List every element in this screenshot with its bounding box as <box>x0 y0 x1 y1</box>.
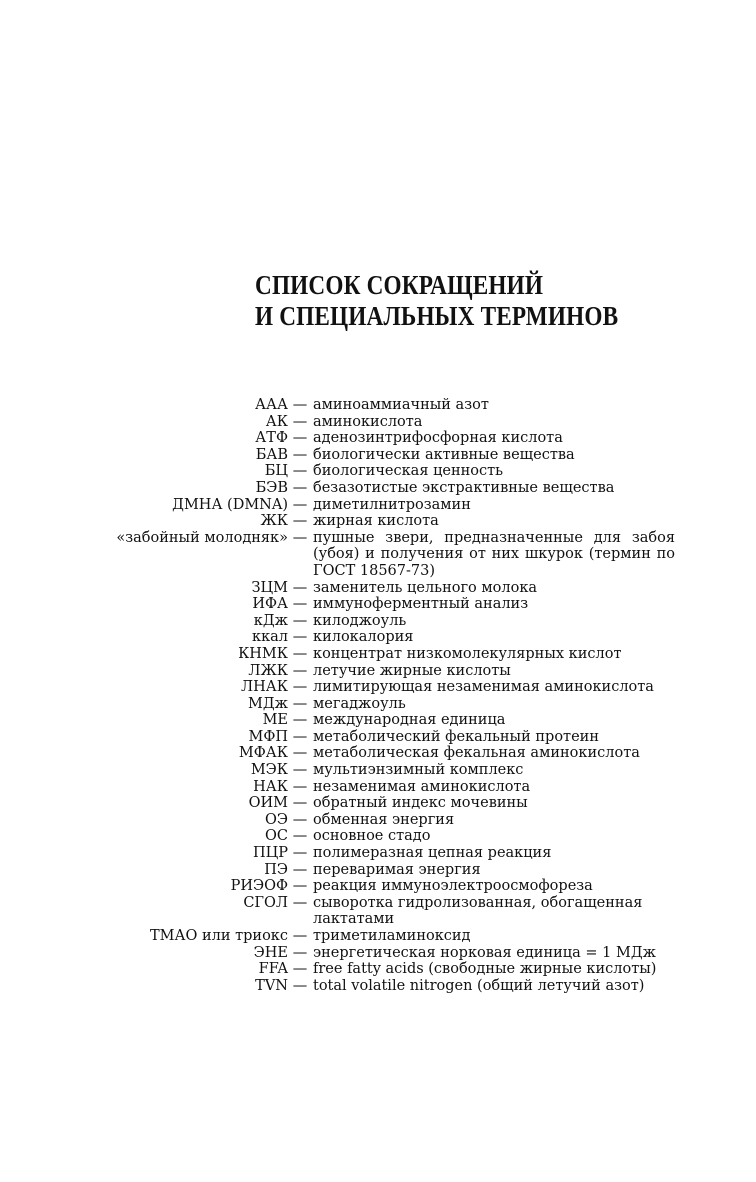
em-dash-separator: — <box>292 928 308 944</box>
em-dash-separator: — <box>292 845 308 862</box>
abbreviation-definition: основное стадо <box>313 828 431 845</box>
abbreviation-definition: килоджоуль <box>313 612 407 629</box>
abbreviation-entry-10 <box>0 580 756 597</box>
abbreviation-definition: метаболический фекальный протеин <box>313 728 599 745</box>
abbreviation-entry-27 <box>0 862 756 879</box>
abbreviation-entry-1 <box>0 397 756 414</box>
abbreviation-definition: концентрат низкомолекулярных кислот <box>313 645 622 662</box>
abbreviation-term: БЦ <box>264 463 288 480</box>
em-dash-separator: — <box>292 878 308 895</box>
abbreviation-term: ЛНАК <box>241 679 288 696</box>
abbreviation-term: МФП <box>248 728 288 745</box>
em-dash-separator: — <box>292 662 308 679</box>
abbreviation-entry-24 <box>0 812 756 829</box>
abbreviation-entry-14 <box>0 646 756 663</box>
em-dash-separator: — <box>292 795 308 812</box>
abbreviation-entry-26 <box>0 845 756 862</box>
em-dash-separator: — <box>292 778 308 795</box>
abbreviation-term: ЖК <box>260 513 288 530</box>
abbreviation-definition: переваримая энергия <box>313 861 481 878</box>
em-dash-separator: — <box>292 745 308 762</box>
em-dash-separator: — <box>292 629 308 646</box>
abbreviation-entry-16 <box>0 679 756 696</box>
abbreviation-definition: биологическая ценность <box>313 463 504 480</box>
em-dash-separator: — <box>292 430 308 447</box>
abbreviation-entry-28 <box>0 878 756 895</box>
abbreviation-definition: free fatty acids (свободные жирные кислоты) <box>313 961 657 978</box>
abbreviation-term: ЗЦМ <box>251 579 288 596</box>
em-dash-separator: — <box>292 811 308 828</box>
abbreviation-definition: аденозинтрифосфорная кислота <box>313 430 563 447</box>
abbreviation-term: кДж <box>253 612 288 629</box>
em-dash-separator: — <box>292 446 308 463</box>
em-dash-separator: — <box>292 828 308 845</box>
abbreviation-entry-19 <box>0 729 756 746</box>
em-dash-separator: — <box>292 579 308 596</box>
abbreviation-definition: незаменимая аминокислота <box>313 778 531 795</box>
page-title-line-1: СПИСОК СОКРАЩЕНИЙ <box>255 270 544 300</box>
abbreviation-term: ПЭ <box>264 861 288 878</box>
abbreviation-term: ОЭ <box>265 811 288 828</box>
abbreviation-definition: триметиламиноксид <box>313 928 471 944</box>
em-dash-separator: — <box>292 596 308 613</box>
em-dash-separator: — <box>292 695 308 712</box>
abbreviation-term: ЛЖК <box>248 662 288 679</box>
em-dash-separator: — <box>292 463 308 480</box>
abbreviation-term: ИФА <box>252 596 288 613</box>
abbreviation-entry-3 <box>0 430 756 447</box>
abbreviation-term: МДж <box>248 695 288 712</box>
page-title <box>255 270 651 332</box>
em-dash-separator: — <box>292 529 308 546</box>
abbreviation-entry-23 <box>0 795 756 812</box>
abbreviation-entry-12 <box>0 613 756 630</box>
em-dash-separator: — <box>292 612 308 629</box>
abbreviation-term: АТФ <box>255 430 288 447</box>
abbreviation-term: ОС <box>265 828 288 845</box>
abbreviation-term: БАВ <box>255 446 288 463</box>
abbreviation-term: ккал <box>252 629 288 646</box>
abbreviation-definition: мегаджоуль <box>313 695 406 712</box>
abbreviation-term: ПЦР <box>252 845 288 862</box>
abbreviation-definition: летучие жирные кислоты <box>313 662 511 679</box>
abbreviation-entry-29 <box>0 895 756 928</box>
em-dash-separator: — <box>292 413 308 430</box>
page-title-line-2: И СПЕЦИАЛЬНЫХ ТЕРМИНОВ <box>255 301 619 331</box>
abbreviation-entry-2 <box>0 414 756 431</box>
abbreviation-term: НАК <box>253 778 288 795</box>
abbreviation-entry-31 <box>0 945 756 962</box>
abbreviation-definition: total volatile nitrogen (общий летучий азот) <box>313 977 645 994</box>
abbreviation-definition: безазотистые экстрактивные вещества <box>313 479 615 496</box>
abbreviation-definition: иммуноферментный анализ <box>313 596 529 613</box>
abbreviation-entry-13 <box>0 629 756 646</box>
abbreviation-definition: полимеразная цепная реакция <box>313 845 552 862</box>
abbreviation-term: TVN <box>255 977 288 994</box>
abbreviation-definition: килокалория <box>313 629 414 646</box>
abbreviation-entry-33 <box>0 978 756 995</box>
abbreviation-entry-6 <box>0 480 756 497</box>
abbreviation-list <box>0 397 756 994</box>
abbreviation-term: СГОЛ <box>243 894 288 911</box>
abbreviation-definition: лимитирующая незаменимая аминокислота <box>313 679 654 696</box>
abbreviation-term: АК <box>265 413 288 430</box>
abbreviation-entry-21 <box>0 762 756 779</box>
abbreviation-entry-32 <box>0 961 756 978</box>
abbreviation-definition: обратный индекс мочевины <box>313 795 528 812</box>
em-dash-separator: — <box>292 513 308 530</box>
abbreviation-entry-17 <box>0 696 756 713</box>
abbreviation-term: ДМНА (DMNA) <box>172 496 288 513</box>
abbreviation-definition: пушные звери, предназначенные для забоя (убоя) и получения от них шкурок (термин по ГОСТ 18567-73) <box>313 529 675 579</box>
abbreviation-term: БЭВ <box>255 479 288 496</box>
em-dash-separator: — <box>292 397 308 413</box>
em-dash-separator: — <box>292 861 308 878</box>
em-dash-separator: — <box>292 977 308 994</box>
abbreviation-definition: сыворотка гидролизованная, обогащенная лактатами <box>313 894 643 928</box>
abbreviation-definition: реакция иммуноэлектроосмофореза <box>313 878 593 895</box>
abbreviation-entry-7 <box>0 497 756 514</box>
abbreviation-term: КНМК <box>238 645 288 662</box>
em-dash-separator: — <box>292 679 308 696</box>
abbreviation-entry-4 <box>0 447 756 464</box>
abbreviation-entry-30 <box>0 928 756 945</box>
abbreviation-definition: аминокислота <box>313 413 423 430</box>
abbreviation-term: «забойный молодняк» <box>116 529 288 546</box>
abbreviation-definition: диметилнитрозамин <box>313 496 471 513</box>
abbreviation-entry-22 <box>0 779 756 796</box>
abbreviation-definition: мультиэнзимный комплекс <box>313 762 524 779</box>
abbreviation-definition: обменная энергия <box>313 811 455 828</box>
abbreviation-definition: заменитель цельного молока <box>313 579 538 596</box>
abbreviation-entry-5 <box>0 463 756 480</box>
em-dash-separator: — <box>292 762 308 779</box>
abbreviation-term: МЕ <box>262 712 288 729</box>
abbreviation-entry-11 <box>0 596 756 613</box>
em-dash-separator: — <box>292 728 308 745</box>
abbreviation-term: РИЭОФ <box>230 878 288 895</box>
em-dash-separator: — <box>292 944 308 961</box>
abbreviation-term: ААА <box>255 397 288 413</box>
abbreviation-entry-8 <box>0 513 756 530</box>
abbreviation-entry-20 <box>0 745 756 762</box>
abbreviation-definition: энергетическая норковая единица = 1 МДж <box>313 944 656 961</box>
abbreviation-entry-25 <box>0 828 756 845</box>
abbreviation-definition: метаболическая фекальная аминокислота <box>313 745 640 762</box>
em-dash-separator: — <box>292 961 308 978</box>
abbreviation-term: МЭК <box>250 762 288 779</box>
abbreviation-entry-15 <box>0 663 756 680</box>
em-dash-separator: — <box>292 479 308 496</box>
em-dash-separator: — <box>292 712 308 729</box>
abbreviation-term: ТМАО или триокс <box>149 928 288 944</box>
abbreviation-definition: аминоаммиачный азот <box>313 397 489 413</box>
abbreviation-term: ЭНЕ <box>253 944 288 961</box>
abbreviation-term: FFA <box>258 961 288 978</box>
abbreviation-definition: международная единица <box>313 712 506 729</box>
abbreviation-entry-18 <box>0 712 756 729</box>
em-dash-separator: — <box>292 894 308 911</box>
em-dash-separator: — <box>292 645 308 662</box>
abbreviation-definition: жирная кислота <box>313 513 439 530</box>
abbreviation-entry-9 <box>0 530 756 580</box>
abbreviation-term: ОИМ <box>248 795 288 812</box>
abbreviation-term: МФАК <box>238 745 288 762</box>
abbreviation-definition: биологически активные вещества <box>313 446 575 463</box>
em-dash-separator: — <box>292 496 308 513</box>
